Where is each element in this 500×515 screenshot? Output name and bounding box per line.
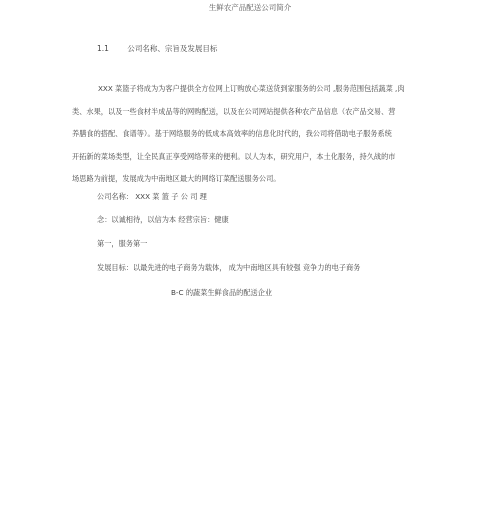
company-name-line: [97, 192, 207, 202]
paragraph-line: XXX 菜篮子将成为为客户提供全方位网上订购放心菜送货到家服务的公司 ,服务范围包括蔬菜 ,肉: [98, 84, 405, 93]
philosophy-line: 念：以诚相待，以信为本 经营宗旨：健康: [97, 215, 229, 224]
company-intro-paragraph: [72, 78, 432, 191]
section-title: 公司名称、宗旨及发展目标: [127, 44, 218, 53]
paragraph-line: 场思路为前提，发展成为中南地区最大的网络订菜配送服务公司。: [72, 174, 281, 183]
paragraph-line: 开拓新的菜场类型，让全民真正享受网络带来的便利。以人为本，研究用户，本土化服务，持久战的市: [72, 151, 396, 161]
development-goal-line: 发展目标：以最先进的电子商务为载体， 成为中南地区具有较强 竞争力的电子商务: [97, 263, 361, 272]
page-header-title: 生鲜农产品配送公司简介: [208, 3, 292, 12]
section-heading: [97, 43, 217, 54]
service-line: 第一，服务第一: [97, 239, 148, 248]
company-name-value: XXX 菜 篮 子 公 司 理: [135, 192, 207, 201]
paragraph-line: 类、水果，以及一些食材半成品等的网购配送，以及在公司网站提供各种农产品信息（农产品交易、营: [72, 106, 396, 116]
section-number: 1.1: [97, 44, 109, 53]
paragraph-line: 养膳食的搭配、食谱等）。基于网络服务的低成本高效率的信息化时代的，我公司将借助电子服务系统: [72, 129, 392, 138]
company-name-label: 公司名称：: [97, 192, 133, 201]
development-goal-continuation: B-C 的蔬菜生鲜食品的配送企业: [171, 288, 273, 297]
